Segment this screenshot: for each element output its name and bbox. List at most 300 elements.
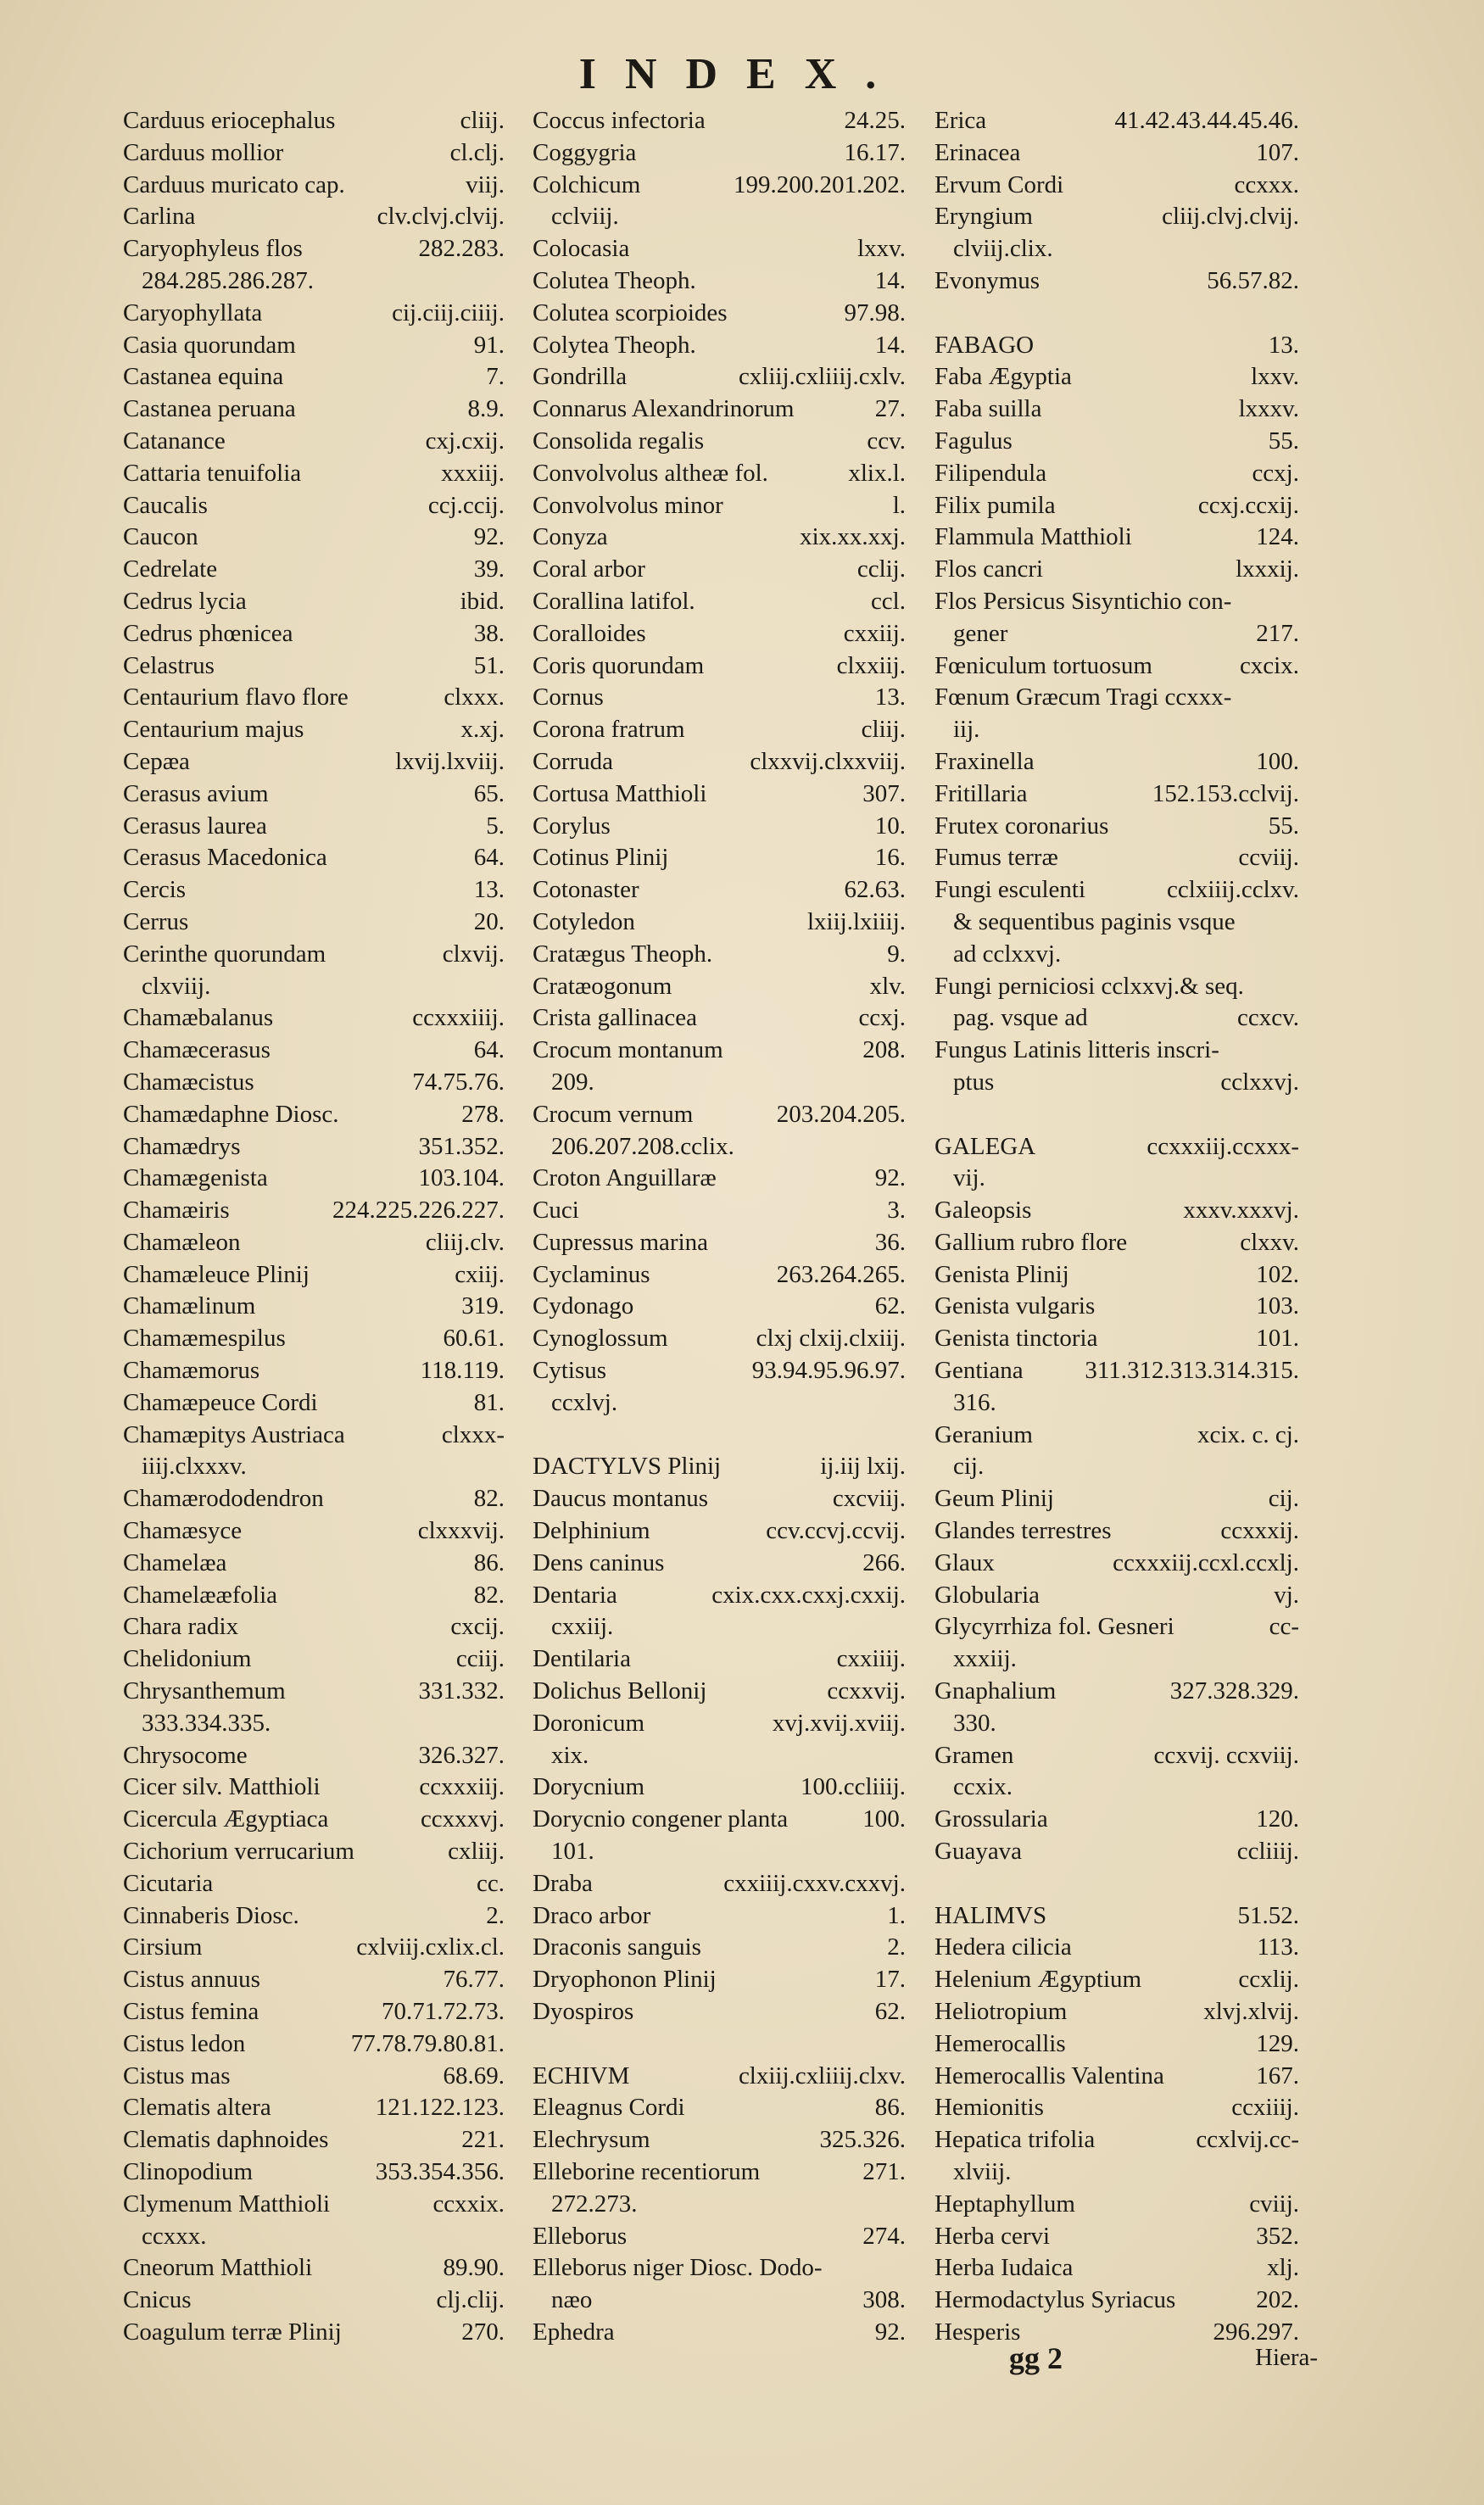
entry-term: Helenium Ægyptium <box>934 1966 1142 1994</box>
entry-term: Dyospiros <box>533 1998 634 2026</box>
index-entry <box>123 1163 505 1195</box>
entry-reference: 51.52. <box>1237 1901 1299 1929</box>
entry-term: Cistus annuus <box>123 1966 260 1994</box>
entry-term: Chamæcerasus <box>123 1036 271 1064</box>
entry-reference: cxliij.cxliiij.cxlv. <box>738 363 906 391</box>
entry-reference: 64. <box>473 844 505 872</box>
entry-term: Fœniculum tortuosum <box>934 651 1152 679</box>
entry-term: Cattaria tenuifolia <box>123 459 302 487</box>
entry-term: 284.285.286.287. <box>142 266 314 294</box>
entry-term: ptus <box>953 1068 995 1096</box>
index-entry <box>533 170 906 202</box>
entry-term: Guayava <box>934 1838 1023 1866</box>
entry-term: Coagulum terræ Plinij <box>123 2318 342 2346</box>
entry-term: Carduus mollior <box>123 138 284 166</box>
entry-reference: 20. <box>473 907 505 935</box>
entry-reference: 351.352. <box>418 1132 505 1160</box>
index-entry <box>934 1708 1299 1740</box>
entry-term: HALIMVS <box>934 1901 1047 1929</box>
index-entry <box>533 1355 906 1387</box>
index-entry <box>934 2317 1299 2349</box>
entry-term: Cneorum Matthioli <box>123 2254 313 2282</box>
index-entry <box>934 1067 1299 1099</box>
index-entry <box>123 2189 505 2221</box>
entry-reference: ccxxix. <box>432 2190 505 2218</box>
entry-term: Genista vulgaris <box>934 1292 1096 1320</box>
entry-reference: 92. <box>874 2318 906 2346</box>
entry-term: Colocasia <box>533 235 630 263</box>
entry-term: DACTYLVS Plinij <box>533 1453 722 1481</box>
entry-term: 206.207.208.cclix. <box>551 1132 734 1160</box>
index-entry <box>934 2156 1299 2189</box>
entry-term: Eryngium <box>934 203 1033 231</box>
entry-reference: lxxv. <box>857 235 906 263</box>
index-entry <box>533 2061 906 2093</box>
index-entry <box>123 137 505 170</box>
entry-reference: clxxiij. <box>836 651 906 679</box>
index-entry <box>123 1323 505 1355</box>
entry-term: Cercis <box>123 876 187 904</box>
entry-term: Corruda <box>533 747 614 775</box>
index-entry <box>533 618 906 650</box>
entry-reference: 121.122.123. <box>375 2094 505 2122</box>
entry-reference: 199.200.201.202. <box>734 170 906 198</box>
entry-term: 272.273. <box>551 2190 638 2218</box>
index-entry <box>533 1771 906 1804</box>
entry-term: iiij.clxxxv. <box>142 1453 247 1481</box>
entry-term: Cedrus phœnicea <box>123 619 293 647</box>
index-entry <box>123 170 505 202</box>
index-entry <box>934 1932 1299 1964</box>
entry-reference: ccxj.ccxij. <box>1197 491 1299 519</box>
entry-reference: 17. <box>874 1966 906 1994</box>
index-entry <box>533 1996 906 2028</box>
entry-term: Hermodactylus Syriacus <box>934 2286 1176 2314</box>
index-entry <box>123 874 505 907</box>
index-entry <box>533 1964 906 1996</box>
index-entry <box>123 2221 505 2253</box>
entry-reference: 9. <box>887 940 906 968</box>
entry-term: cij. <box>953 1453 985 1481</box>
index-entry <box>123 1515 505 1548</box>
entry-term: Clematis altera <box>123 2094 271 2122</box>
index-entry <box>123 2252 505 2285</box>
index-entry <box>934 1227 1299 1259</box>
index-entry <box>934 1035 1299 1067</box>
section-gap <box>934 1099 1299 1131</box>
entry-reference: 217. <box>1256 619 1299 647</box>
entry-reference: xix.xx.xxj. <box>800 523 906 551</box>
entry-reference: cclxxvj. <box>1220 1068 1299 1096</box>
entry-term: Cedrus lycia <box>123 587 247 615</box>
index-entry <box>533 1515 906 1548</box>
entry-term: Fritillaria <box>934 779 1028 807</box>
entry-term: Filix pumila <box>934 491 1056 519</box>
index-entry <box>123 1836 505 1868</box>
entry-term: Elechrysum <box>533 2126 650 2154</box>
entry-term: Chamælinum <box>123 1292 256 1320</box>
index-entry <box>934 586 1299 618</box>
entry-term: Dryophonon Plinij <box>533 1966 717 1994</box>
entry-reference: clxxvij.clxxviij. <box>750 747 906 775</box>
entry-reference: 93.94.95.96.97. <box>751 1357 906 1385</box>
index-entry <box>123 1932 505 1964</box>
entry-term: Elleborus <box>533 2222 628 2250</box>
entry-term: Consolida regalis <box>533 427 705 455</box>
entry-reference: ccxj. <box>1252 459 1299 487</box>
index-entry <box>123 233 505 265</box>
entry-reference: l. <box>892 491 906 519</box>
entry-term: Cotyledon <box>533 907 635 935</box>
entry-term: Caucon <box>123 523 198 551</box>
entry-reference: ccviij. <box>1238 844 1299 872</box>
entry-reference: cl.clj. <box>449 138 505 166</box>
entry-term: Cornus <box>533 683 604 711</box>
entry-reference: 16. <box>874 844 906 872</box>
entry-term: Elleborine recentiorum <box>533 2158 761 2185</box>
entry-term: Chamæmorus <box>123 1357 260 1385</box>
catchword: Hiera- <box>1255 2344 1319 2371</box>
entry-reference: 39. <box>473 555 505 583</box>
entry-reference: 16.17. <box>844 138 906 166</box>
index-entry <box>123 458 505 490</box>
index-entry <box>533 1227 906 1259</box>
entry-term: Corallina latifol. <box>533 587 695 615</box>
entry-term: Elleborus niger Diosc. Dodo- <box>533 2254 823 2282</box>
entry-term: Colutea Theoph. <box>533 266 696 294</box>
entry-term: Fœnum Græcum Tragi ccxxx- <box>934 683 1232 711</box>
index-entry <box>934 1548 1299 1580</box>
entry-term: Chamæiris <box>123 1197 230 1225</box>
entry-term: Chamæleuce Plinij <box>123 1260 310 1288</box>
index-entry <box>123 971 505 1003</box>
entry-reference: ibid. <box>460 587 505 615</box>
index-entry <box>934 650 1299 683</box>
index-entry <box>934 1900 1299 1933</box>
entry-term: Centaurium flavo flore <box>123 683 349 711</box>
index-entry <box>934 1580 1299 1612</box>
entry-term: næo <box>551 2286 593 2314</box>
index-entry <box>123 1868 505 1900</box>
index-entry <box>934 1771 1299 1804</box>
entry-reference: 113. <box>1257 1933 1299 1961</box>
entry-term: Catanance <box>123 427 226 455</box>
entry-term: Cichorium verrucarium <box>123 1838 354 1866</box>
index-entry <box>533 1131 906 1163</box>
entry-term: Clymenum Matthioli <box>123 2190 331 2218</box>
index-entry <box>934 811 1299 843</box>
entry-reference: cviij. <box>1249 2190 1299 2218</box>
index-entry <box>934 1964 1299 1996</box>
index-entry <box>533 1708 906 1740</box>
entry-term: ccxix. <box>953 1773 1013 1801</box>
index-entry <box>533 1002 906 1035</box>
entry-term: Cuci <box>533 1197 579 1225</box>
index-entry <box>533 1900 906 1933</box>
entry-reference: lxiij.lxiiij. <box>806 907 906 935</box>
entry-term: Celastrus <box>123 651 215 679</box>
index-entry <box>123 2028 505 2061</box>
index-entry <box>934 2189 1299 2221</box>
entry-term: iij. <box>953 716 980 744</box>
section-gap <box>934 1868 1299 1900</box>
entry-reference: cclxiiij.cclxv. <box>1167 876 1299 904</box>
entry-term: Flos Persicus Sisyntichio con- <box>934 587 1232 615</box>
entry-reference: ccxxx. <box>1234 170 1299 198</box>
entry-reference: 129. <box>1256 2029 1299 2057</box>
entry-reference: 81. <box>473 1388 505 1416</box>
entry-term: Cortusa Matthioli <box>533 779 707 807</box>
index-entry <box>934 2252 1299 2285</box>
index-entry <box>533 201 906 233</box>
index-entry <box>934 330 1299 362</box>
entry-reference: cxj.cxij. <box>425 427 505 455</box>
index-entry <box>533 971 906 1003</box>
index-entry <box>533 1932 906 1964</box>
entry-term: Connarus Alexandrinorum <box>533 395 795 423</box>
index-entry <box>934 1387 1299 1420</box>
entry-term: Heliotropium <box>934 1998 1068 2026</box>
entry-reference: 27. <box>874 395 906 423</box>
index-entry <box>123 265 505 298</box>
entry-term: Chamæpitys Austriaca <box>123 1420 345 1448</box>
entry-reference: 41.42.43.44.45.46. <box>1114 107 1299 134</box>
entry-reference: ccxvij. ccxviij. <box>1153 1741 1299 1769</box>
entry-reference: 92. <box>473 523 505 551</box>
index-entry <box>533 1067 906 1099</box>
index-entry <box>123 1227 505 1259</box>
index-entry <box>934 2124 1299 2156</box>
entry-reference: cxxiij. <box>843 619 906 647</box>
entry-reference: cxxiiij. <box>836 1645 906 1673</box>
entry-term: clxviij. <box>142 972 211 1000</box>
entry-term: Dorycnio congener planta <box>533 1805 789 1833</box>
entry-reference: cliij. <box>861 716 906 744</box>
entry-term: clviij.clix. <box>953 235 1053 263</box>
entry-term: Convolvolus minor <box>533 491 723 519</box>
entry-term: Chrysanthemum <box>123 1677 286 1705</box>
index-entry <box>123 682 505 714</box>
entry-reference: 2. <box>486 1901 505 1929</box>
entry-term: Chamæcistus <box>123 1068 254 1096</box>
entry-term: Frutex coronarius <box>934 812 1109 840</box>
entry-term: Chamæleon <box>123 1228 241 1256</box>
entry-reference: clxxx. <box>444 683 505 711</box>
entry-term: Caryophyleus flos <box>123 235 303 263</box>
entry-term: Conyza <box>533 523 608 551</box>
entry-reference: 282.283. <box>418 235 505 263</box>
entry-reference: ccxxxiij. <box>419 1773 505 1801</box>
entry-reference: ccxxxiiij. <box>412 1004 505 1032</box>
entry-reference: ccliiij. <box>1236 1838 1299 1866</box>
entry-term: Ervum Cordi <box>934 170 1064 198</box>
index-entry <box>533 490 906 522</box>
entry-term: cclviij. <box>551 203 619 231</box>
entry-term: Hemionitis <box>934 2094 1044 2122</box>
index-entry <box>533 746 906 778</box>
index-entry <box>123 746 505 778</box>
index-column-2 <box>533 105 906 2349</box>
entry-term: Draco arbor <box>533 1901 651 1929</box>
entry-term: Croton Anguillaræ <box>533 1164 717 1192</box>
entry-reference: 14. <box>874 331 906 359</box>
index-entry <box>533 265 906 298</box>
entry-term: Daucus montanus <box>533 1485 708 1513</box>
entry-term: Dentilaria <box>533 1645 631 1673</box>
entry-reference: 8.9. <box>467 395 505 423</box>
index-entry <box>934 746 1299 778</box>
entry-term: Chamædaphne Diosc. <box>123 1100 339 1128</box>
entry-term: Cratæogonum <box>533 972 672 1000</box>
index-entry <box>533 874 906 907</box>
index-entry <box>934 1323 1299 1355</box>
index-entry <box>934 1515 1299 1548</box>
index-entry <box>533 330 906 362</box>
entry-reference: ccj.ccij. <box>427 491 505 519</box>
entry-term: Cerrus <box>123 907 189 935</box>
entry-reference: 326.327. <box>418 1741 505 1769</box>
entry-term: xix. <box>551 1741 589 1769</box>
index-entry <box>123 393 505 426</box>
index-entry <box>533 1163 906 1195</box>
entry-term: Fungi perniciosi cclxxvj.& seq. <box>934 972 1244 1000</box>
entry-term: Dolichus Bellonij <box>533 1677 707 1705</box>
index-entry <box>533 939 906 971</box>
entry-term: Faba suilla <box>934 395 1042 423</box>
entry-term: Chamædrys <box>123 1132 241 1160</box>
entry-term: Eleagnus Cordi <box>533 2094 685 2122</box>
index-entry <box>123 842 505 874</box>
entry-term: GALEGA <box>934 1132 1036 1160</box>
entry-term: Cerasus laurea <box>123 812 267 840</box>
index-entry <box>934 1259 1299 1292</box>
entry-term: Carduus muricato cap. <box>123 170 345 198</box>
entry-reference: 13. <box>1268 331 1299 359</box>
entry-reference: ccxlvij.cc- <box>1196 2126 1299 2154</box>
entry-reference: 64. <box>473 1036 505 1064</box>
entry-term: Flos cancri <box>934 555 1044 583</box>
index-entry <box>533 2252 906 2285</box>
entry-reference: cxliij. <box>448 1838 505 1866</box>
entry-term: Cistus ledon <box>123 2029 246 2057</box>
entry-term: Gallium rubro flore <box>934 1228 1128 1256</box>
entry-term: Dentaria <box>533 1581 617 1609</box>
entry-reference: vj. <box>1274 1581 1299 1609</box>
index-entry <box>533 233 906 265</box>
index-entry <box>123 330 505 362</box>
index-entry <box>123 2285 505 2317</box>
entry-reference: cxcix. <box>1239 651 1299 679</box>
index-entry <box>123 1548 505 1580</box>
entry-reference: 208. <box>862 1036 906 1064</box>
index-entry <box>934 1355 1299 1387</box>
entry-reference: clj.clij. <box>436 2286 505 2314</box>
index-entry <box>123 1964 505 1996</box>
index-entry <box>533 1804 906 1836</box>
entry-reference: 319. <box>461 1292 505 1320</box>
entry-term: Filipendula <box>934 459 1047 487</box>
index-entry <box>533 1580 906 1612</box>
index-entry <box>934 2285 1299 2317</box>
index-entry <box>123 1708 505 1740</box>
entry-term: ECHIVM <box>533 2061 630 2089</box>
entry-term: Heptaphyllum <box>934 2190 1075 2218</box>
entry-reference: ccxiiij. <box>1231 2094 1299 2122</box>
entry-reference: 62. <box>874 1998 906 2026</box>
index-entry <box>934 939 1299 971</box>
section-gap <box>934 298 1299 330</box>
index-entry <box>123 1451 505 1483</box>
entry-reference: 14. <box>874 266 906 294</box>
index-entry <box>533 1643 906 1676</box>
entry-reference: 68.69. <box>443 2061 505 2089</box>
entry-term: Crista gallinacea <box>533 1004 698 1032</box>
entry-reference: ccxlij. <box>1238 1966 1299 1994</box>
entry-term: Fraxinella <box>934 747 1035 775</box>
entry-term: Carlina <box>123 203 196 231</box>
index-entry <box>934 1291 1299 1323</box>
entry-term: Cerasus avium <box>123 779 269 807</box>
index-entry <box>123 1804 505 1836</box>
entry-term: Chrysocome <box>123 1741 248 1769</box>
entry-term: Chamæbalanus <box>123 1004 274 1032</box>
index-entry <box>123 201 505 233</box>
entry-term: Caryophyllata <box>123 298 263 326</box>
index-entry <box>123 618 505 650</box>
entry-reference: 51. <box>473 651 505 679</box>
entry-term: Glycyrrhiza fol. Gesneri <box>934 1613 1174 1641</box>
index-entry <box>934 137 1299 170</box>
index-entry <box>934 2061 1299 2093</box>
index-entry <box>533 1611 906 1643</box>
entry-term: Chamæpeuce Cordi <box>123 1388 318 1416</box>
entry-term: Cedrelate <box>123 555 218 583</box>
entry-reference: 263.264.265. <box>776 1260 906 1288</box>
entry-term: Centaurium majus <box>123 716 304 744</box>
entry-reference: 308. <box>862 2286 906 2314</box>
entry-term: Draba <box>533 1869 593 1897</box>
index-entry <box>934 1195 1299 1227</box>
index-entry <box>934 1996 1299 2028</box>
index-entry <box>123 1355 505 1387</box>
entry-term: Cotonaster <box>533 876 639 904</box>
entry-term: Cotinus Plinij <box>533 844 669 872</box>
index-entry <box>934 1131 1299 1163</box>
entry-reference: clxxxvij. <box>417 1517 505 1545</box>
index-entry <box>934 1740 1299 1772</box>
entry-reference: clv.clvj.clvij. <box>377 203 505 231</box>
entry-reference: cxlviij.cxlix.cl. <box>356 1933 505 1961</box>
entry-reference: 91. <box>473 331 505 359</box>
entry-term: Cerinthe quorundam <box>123 940 326 968</box>
entry-term: Gondrilla <box>533 363 628 391</box>
section-gap <box>533 1420 906 1452</box>
entry-reference: 224.225.226.227. <box>332 1197 505 1225</box>
index-entry <box>533 1836 906 1868</box>
index-entry <box>934 1483 1299 1515</box>
index-entry <box>934 458 1299 490</box>
entry-term: Gramen <box>934 1741 1014 1769</box>
entry-term: Cinnaberis Diosc. <box>123 1901 299 1929</box>
entry-term: Crocum vernum <box>533 1100 694 1128</box>
entry-reference: 120. <box>1256 1805 1299 1833</box>
entry-term: Crocum montanum <box>533 1036 723 1064</box>
entry-reference: 92. <box>874 1164 906 1192</box>
entry-reference: 100.ccliiij. <box>800 1773 906 1801</box>
index-entry <box>533 2189 906 2221</box>
index-entry <box>123 105 505 137</box>
entry-term: Corylus <box>533 812 611 840</box>
